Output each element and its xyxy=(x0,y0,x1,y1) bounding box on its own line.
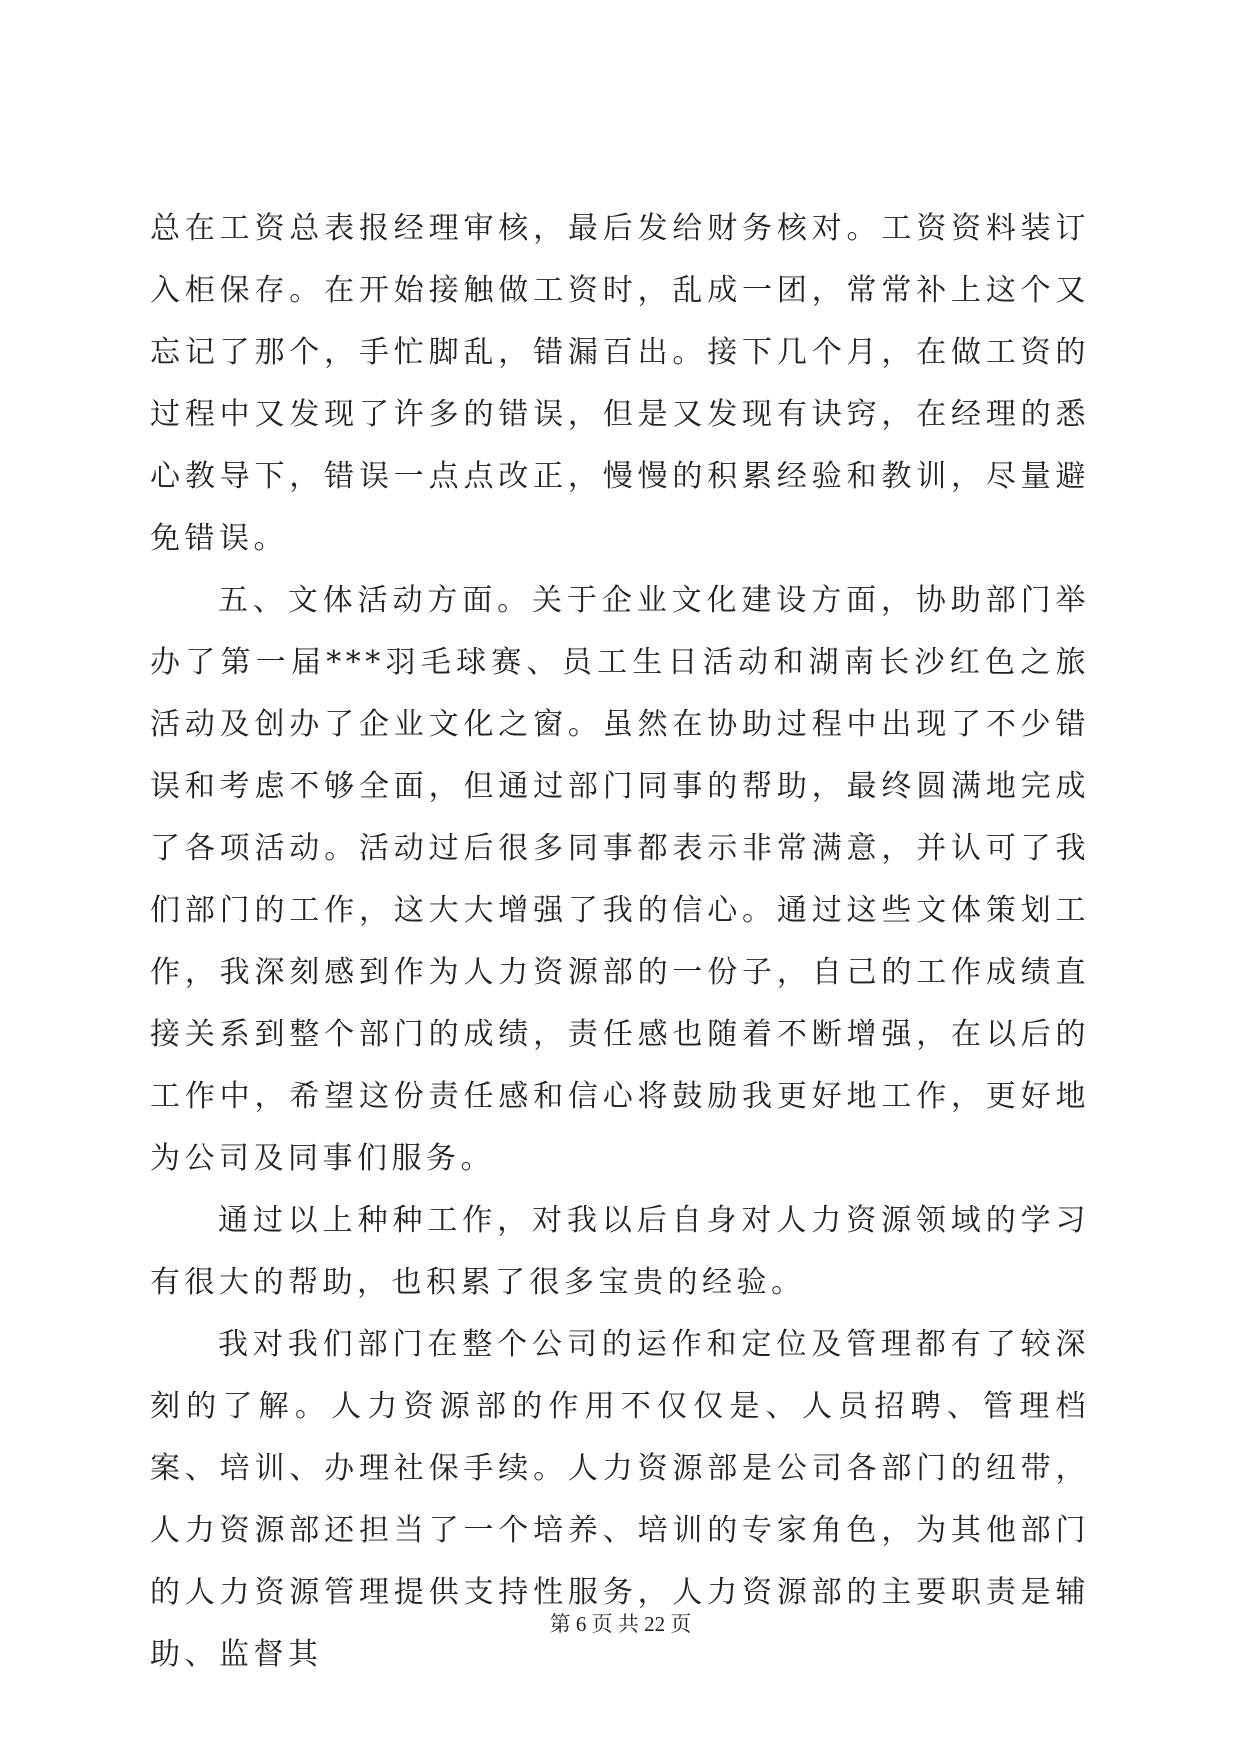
paragraph-experience-summary: 通过以上种种工作，对我以后自身对人力资源领域的学习有很大的帮助，也积累了很多宝贵的经验。 xyxy=(150,1203,1090,1300)
page-number-label: 第 6 页 共 22 页 xyxy=(549,1612,692,1636)
document-body xyxy=(150,198,1090,1686)
page-footer xyxy=(0,1608,1241,1638)
paragraph-hr-department-role: 我对我们部门在整个公司的运作和定位及管理都有了较深刻的了解。人力资源部的作用不仅仅是、人员招聘、管理档案、培训、办理社保手续。人力资源部是公司各部门的纽带，人力资源部还担当了一个培养、培训的专家角色，为其他部门的人力资源管理提供支持性服务，人力资源部的主要职责是辅助、监督其 xyxy=(150,1327,1090,1672)
paragraph-cultural-activities: 五、文体活动方面。关于企业文化建设方面，协助部门举办了第一届***羽毛球赛、员工生日活动和湖南长沙红色之旅活动及创办了企业文化之窗。虽然在协助过程中出现了不少错误和考虑不够全面，但通过部门同事的帮助，最终圆满地完成了各项活动。活动过后很多同事都表示非常满意，并认可了我们部门的工作，这大大增强了我的信心。通过这些文体策划工作，我深刻感到作为人力资源部的一份子，自己的工作成绩直接关系到整个部门的成绩，责任感也随着不断增强，在以后的工作中，希望这份责任感和信心将鼓励我更好地工作，更好地为公司及同事们服务。 xyxy=(150,583,1090,1176)
paragraph-salary-process: 总在工资总表报经理审核，最后发给财务核对。工资资料装订入柜保存。在开始接触做工资时，乱成一团，常常补上这个又忘记了那个，手忙脚乱，错漏百出。接下几个月，在做工资的过程中又发现了许多的错误，但是又发现有诀窍，在经理的悉心教导下，错误一点点改正，慢慢的积累经验和教训，尽量避免错误。 xyxy=(150,211,1090,556)
